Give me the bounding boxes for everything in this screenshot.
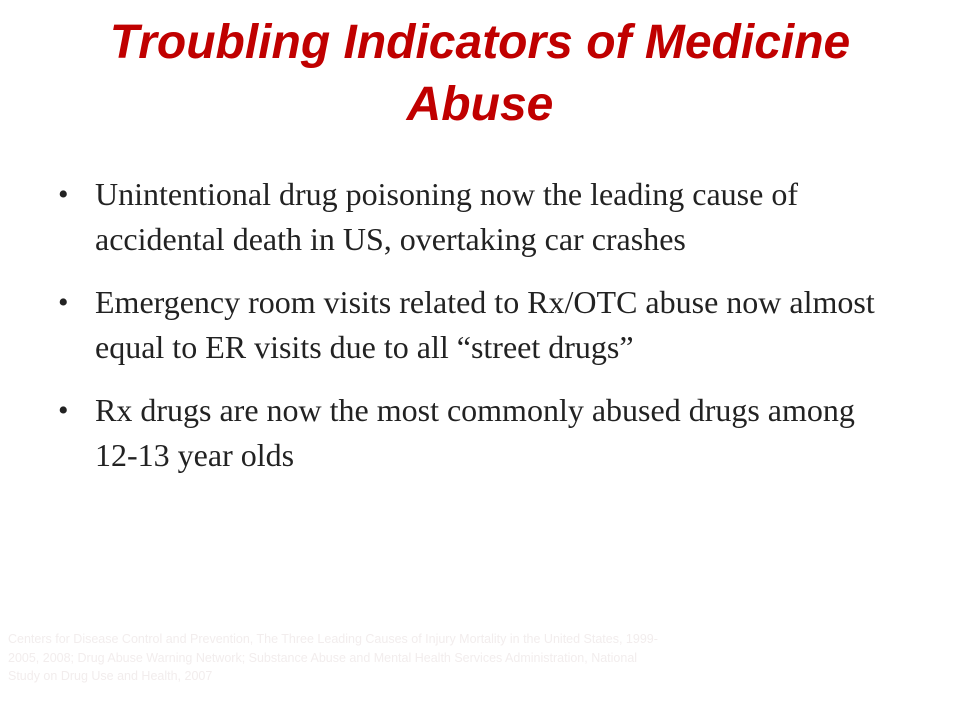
- bullet-text-poisoning: Unintentional drug poisoning now the leading cause of accidental death in US, overtaking car crashes: [95, 176, 798, 257]
- bullet-item-poisoning: [56, 172, 876, 262]
- bullet-item-emergency-room: [56, 280, 876, 370]
- bullet-point-icon: •: [58, 286, 69, 319]
- slide-title: Troubling Indicators of Medicine Abuse: [109, 16, 851, 131]
- bullet-text-emergency-room: Emergency room visits related to Rx/OTC abuse now almost equal to ER visits due to all “street drugs”: [95, 284, 875, 365]
- bullet-point-icon: •: [58, 394, 69, 427]
- source-citation: Centers for Disease Control and Prevention, The Three Leading Causes of Injury Mortality in the United States, 1999-2005, 2008; Drug Abuse Warning Network; Substance Abuse and Mental Health Services Administration, National Study on Drug Use and Health, 2007: [8, 632, 658, 683]
- bullet-text-rx-drugs: Rx drugs are now the most commonly abused drugs among 12-13 year olds: [95, 392, 855, 473]
- bullet-point-icon: •: [58, 178, 69, 211]
- bullet-list: [56, 172, 876, 496]
- bullet-item-rx-drugs: [56, 388, 876, 478]
